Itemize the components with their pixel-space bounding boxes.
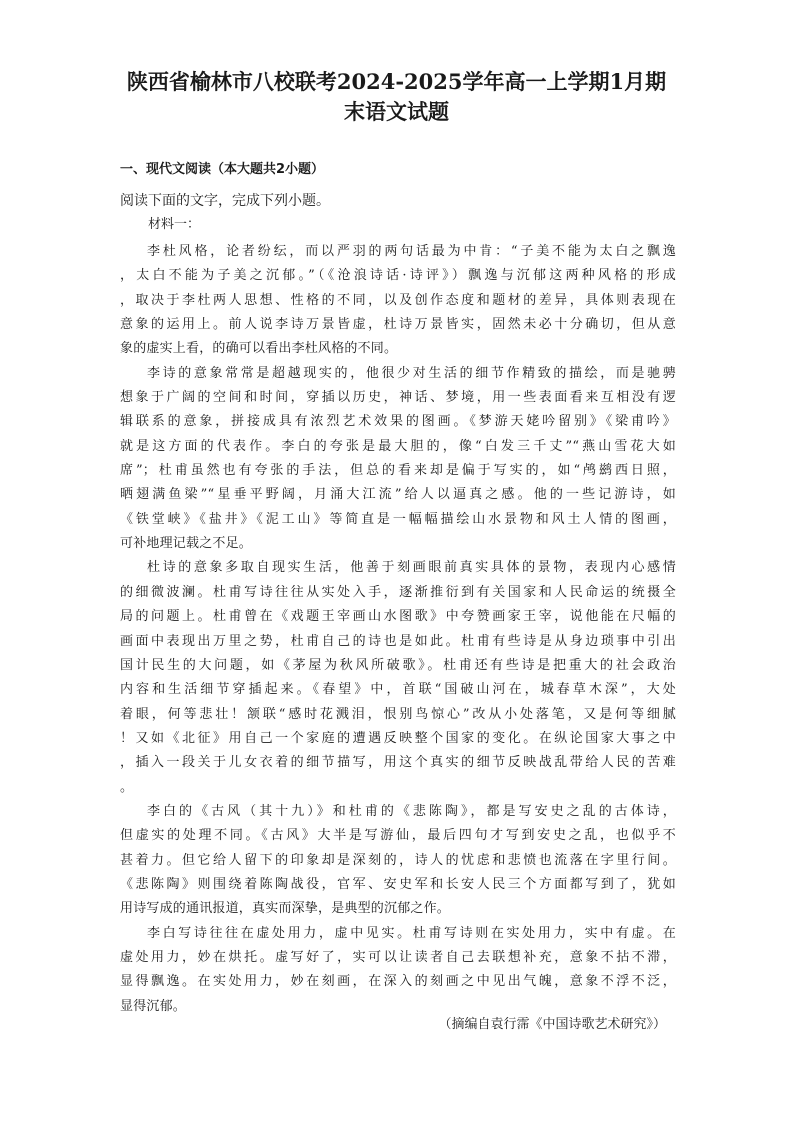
text-line: 着眼，何等悲壮！颔联“感时花溅泪，恨别鸟惊心”改从小处落笔，又是何等细腻 xyxy=(120,706,676,722)
text-line: 李杜风格，论者纷纭，而以严羽的两句话最为中肯：“子美不能为太白之飘逸 xyxy=(147,244,676,259)
text-line: ，太白不能为子美之沉郁。”（《沧浪诗话·诗评》）飘逸与沉郁这两种风格的形成 xyxy=(120,268,676,284)
text-line: 甚着力。但它给人留下的印象却是深刻的，诗人的忧虑和悲愤也流落在字里行间。 xyxy=(120,852,676,868)
article-body xyxy=(120,240,676,1019)
text-line: 象的虚实上看，的确可以看出李杜风格的不同。 xyxy=(120,341,398,357)
text-line: ！又如《北征》用自己一个家庭的遭遇反映整个国家的变化。在纵论国家大事之中 xyxy=(120,730,676,746)
text-line: 李白的《古风（其十九）》和杜甫的《悲陈陶》，都是写安史之乱的古体诗， xyxy=(147,803,676,819)
section-heading: 一、现代文阅读（本大题共2小题） xyxy=(120,162,325,177)
source-citation: （摘编自袁行霈《中国诗歌艺术研究》） xyxy=(438,1017,666,1032)
text-line: 。 xyxy=(120,779,134,795)
text-line: 想象于广阔的空间和时间，穿插以历史，神话、梦境，用一些表面看来互相没有逻 xyxy=(120,390,676,406)
document-title-line-2: 末语文试题 xyxy=(344,99,449,124)
text-line: 李白写诗往往在虚处用力，虚中见实。杜甫写诗则在实处用力，实中有虚。在 xyxy=(147,925,676,941)
reading-instruction: 阅读下面的文字，完成下列小题。 xyxy=(120,193,330,209)
text-line: 晒翅满鱼梁”“星垂平野阔，月涌大江流”给人以逼真之感。他的一些记游诗，如 xyxy=(120,487,676,503)
text-line: 就是这方面的代表作。李白的夸张是最大胆的，像“白发三千丈”“燕山雪花大如 xyxy=(120,438,676,454)
text-line: 用诗写成的通讯报道，真实而深挚，是典型的沉郁之作。 xyxy=(120,901,451,917)
text-line: 局的问题上。杜甫曾在《戏题王宰画山水图歌》中夸赞画家王宰，说他能在尺幅的 xyxy=(120,609,676,625)
text-line: 但虚实的处理不同。《古风》大半是写游仙，最后四句才写到安史之乱，也似乎不 xyxy=(120,828,676,844)
text-line: 李诗的意象常常是超越现实的，他很少对生活的细节作精致的描绘，而是驰骋 xyxy=(147,365,676,381)
text-line: 席”；杜甫虽然也有夸张的手法，但总的看来却是偏于写实的，如“鸬鹚西日照， xyxy=(120,463,676,479)
text-line: ，取决于李杜两人思想、性格的不同，以及创作态度和题材的差异，具体则表现在 xyxy=(120,292,676,308)
material-label: 材料一： xyxy=(148,217,201,232)
text-line: 可补地理记载之不足。 xyxy=(120,536,253,552)
text-line: 虚处用力，妙在烘托。虚写好了，实可以让读者自己去联想补充，意象不拈不滞， xyxy=(120,949,676,965)
text-line: 显得沉郁。 xyxy=(120,998,187,1014)
text-line: 杜诗的意象多取自现实生活，他善于刻画眼前真实具体的景物，表现内心感情 xyxy=(147,560,676,576)
text-line: ，插入一段关于儿女衣着的细节描写，用这个真实的细节反映战乱带给人民的苦难 xyxy=(120,755,676,771)
text-line: 《悲陈陶》则围绕着陈陶战役，官军、安史军和长安人民三个方面都写到了，犹如 xyxy=(120,876,676,892)
text-line: 画面中表现出万里之势，杜甫自己的诗也是如此。杜甫有些诗是从身边琐事中引出 xyxy=(120,633,676,649)
text-line: 显得飘逸。在实处用力，妙在刻画，在深入的刻画之中见出气魄，意象不浮不泛， xyxy=(120,974,676,990)
document-title-line-1: 陕西省榆林市八校联考2024-2025学年高一上学期1月期 xyxy=(126,69,667,94)
text-line: 辑联系的意象，拼接成具有浓烈艺术效果的图画。《梦游天姥吟留别》《梁甫吟》 xyxy=(120,414,676,430)
text-line: 内容和生活细节穿插起来。《春望》中，首联“国破山河在，城春草木深”，大处 xyxy=(120,682,676,698)
text-line: 的细微波澜。杜甫写诗往往从实处入手，逐渐推衍到有关国家和人民命运的统摄全 xyxy=(120,584,676,600)
text-line: 国计民生的大问题，如《茅屋为秋风所破歌》。杜甫还有些诗是把重大的社会政治 xyxy=(120,657,676,673)
text-line: 《铁堂峡》《盐井》《泥工山》等简直是一幅幅描绘山水景物和风土人情的图画， xyxy=(120,511,676,527)
text-line: 意象的运用上。前人说李诗万景皆虚，杜诗万景皆实，固然未必十分确切，但从意 xyxy=(120,317,676,333)
